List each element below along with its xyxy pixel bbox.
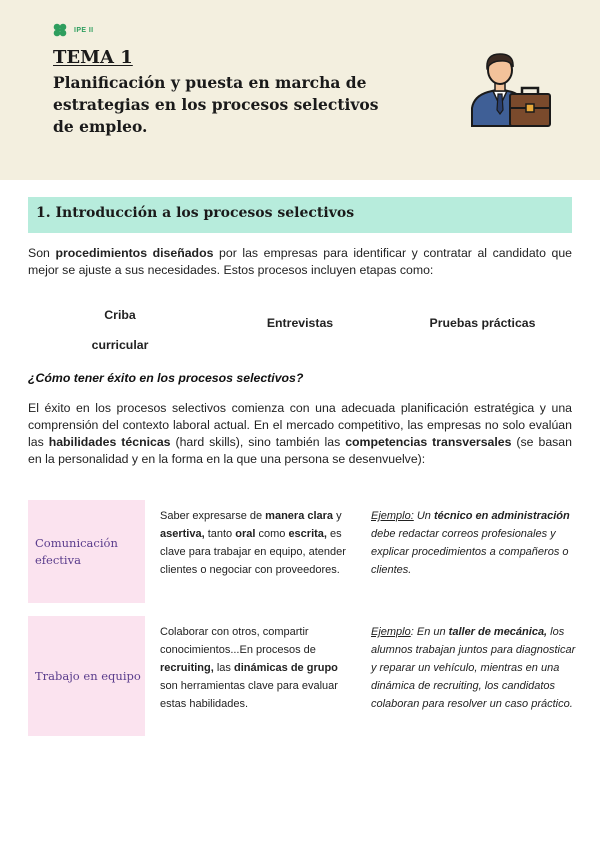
competency-label-box [28, 500, 145, 603]
brand [53, 23, 94, 37]
competency-example [371, 507, 576, 579]
paragraph-text: (hard skills), sino también las [170, 435, 346, 449]
paragraph-emphasis: competencias transversales [345, 435, 512, 449]
competency-label: Trabajo en equipo [35, 669, 141, 683]
clover-logo-icon [53, 23, 67, 37]
stage-criba-curricular [70, 300, 170, 360]
section-heading-bar [28, 197, 572, 233]
paragraph-text: (se basan en la personalidad y en la forma en la que una persona se desenvuelve): [28, 435, 572, 466]
example-text: debe redactar correos profesionales y explicar procedimientos a compañeros o clientes. [371, 528, 569, 576]
competency-example [371, 623, 576, 713]
desc-emphasis: dinámicas de grupo [233, 662, 338, 674]
desc-emphasis: recruiting, [160, 662, 214, 674]
brand-label: IPE II [74, 26, 94, 34]
stage-label: Criba [104, 308, 136, 322]
header-banner [0, 0, 600, 180]
desc-text: como [255, 528, 289, 540]
stage-entrevistas: Entrevistas [266, 316, 334, 330]
success-paragraph [28, 400, 572, 468]
example-label: Ejemplo: [371, 510, 414, 522]
intro-paragraph [28, 245, 572, 279]
stage-label: curricular [91, 338, 149, 352]
unit-title: Planificación y puesta en marcha de estrategias en los procesos selectivos de empleo. [53, 73, 379, 136]
competency-description [160, 507, 355, 579]
paragraph-text: El éxito en los procesos selectivos comienza con una adecuada planificación estratégica y una comprensión del contexto laboral actual. En el mercado competitivo, las empresas no solo evalúan las [28, 401, 572, 449]
desc-text: las [213, 662, 234, 674]
competency-description [160, 623, 355, 713]
desc-text: Saber expresarse de [160, 510, 266, 522]
example-text: los alumnos trabajan juntos para diagnosticar y reparar un vehículo, mientras en una dinámica de recruiting, los candidatos colaboran para resolver un caso práctico. [371, 626, 576, 710]
competency-label: Comunicación efectiva [35, 536, 118, 567]
intro-text: por las empresas para identificar y contratar al candidato que mejor se ajuste a sus necesidades. Estos procesos incluyen etapas como: [28, 246, 573, 277]
desc-emphasis: manera clara [265, 510, 334, 522]
businessman-with-briefcase-icon [466, 50, 556, 130]
question-heading: ¿Cómo tener éxito en los procesos selectivos? [28, 371, 304, 385]
stage-pruebas-practicas: Pruebas prácticas [429, 316, 536, 330]
paragraph-emphasis: habilidades técnicas [48, 435, 171, 449]
competency-label-box [28, 616, 145, 736]
desc-emphasis: asertiva, [160, 528, 205, 540]
desc-text: son herramientas clave para evaluar estas habilidades. [160, 680, 338, 710]
unit-number: TEMA 1 [53, 47, 133, 68]
section-title: 1. Introducción a los procesos selectivos [36, 205, 355, 221]
desc-text: es clave para trabajar en equipo, atender clientes o negociar con proveedores. [160, 528, 346, 576]
example-label: Ejemplo [371, 626, 411, 638]
desc-emphasis: oral [235, 528, 256, 540]
example-text: : En un [410, 626, 449, 638]
example-text: Un [413, 510, 434, 522]
desc-text: y [333, 510, 342, 522]
desc-text: tanto [204, 528, 236, 540]
intro-emphasis: procedimientos diseñados [55, 246, 214, 260]
intro-text: Son [28, 246, 56, 260]
desc-emphasis: escrita, [288, 528, 327, 540]
desc-text: Colaborar con otros, compartir conocimientos...En procesos de [160, 626, 316, 656]
example-emphasis: técnico en administración [433, 510, 570, 522]
example-emphasis: taller de mecánica, [448, 626, 548, 638]
